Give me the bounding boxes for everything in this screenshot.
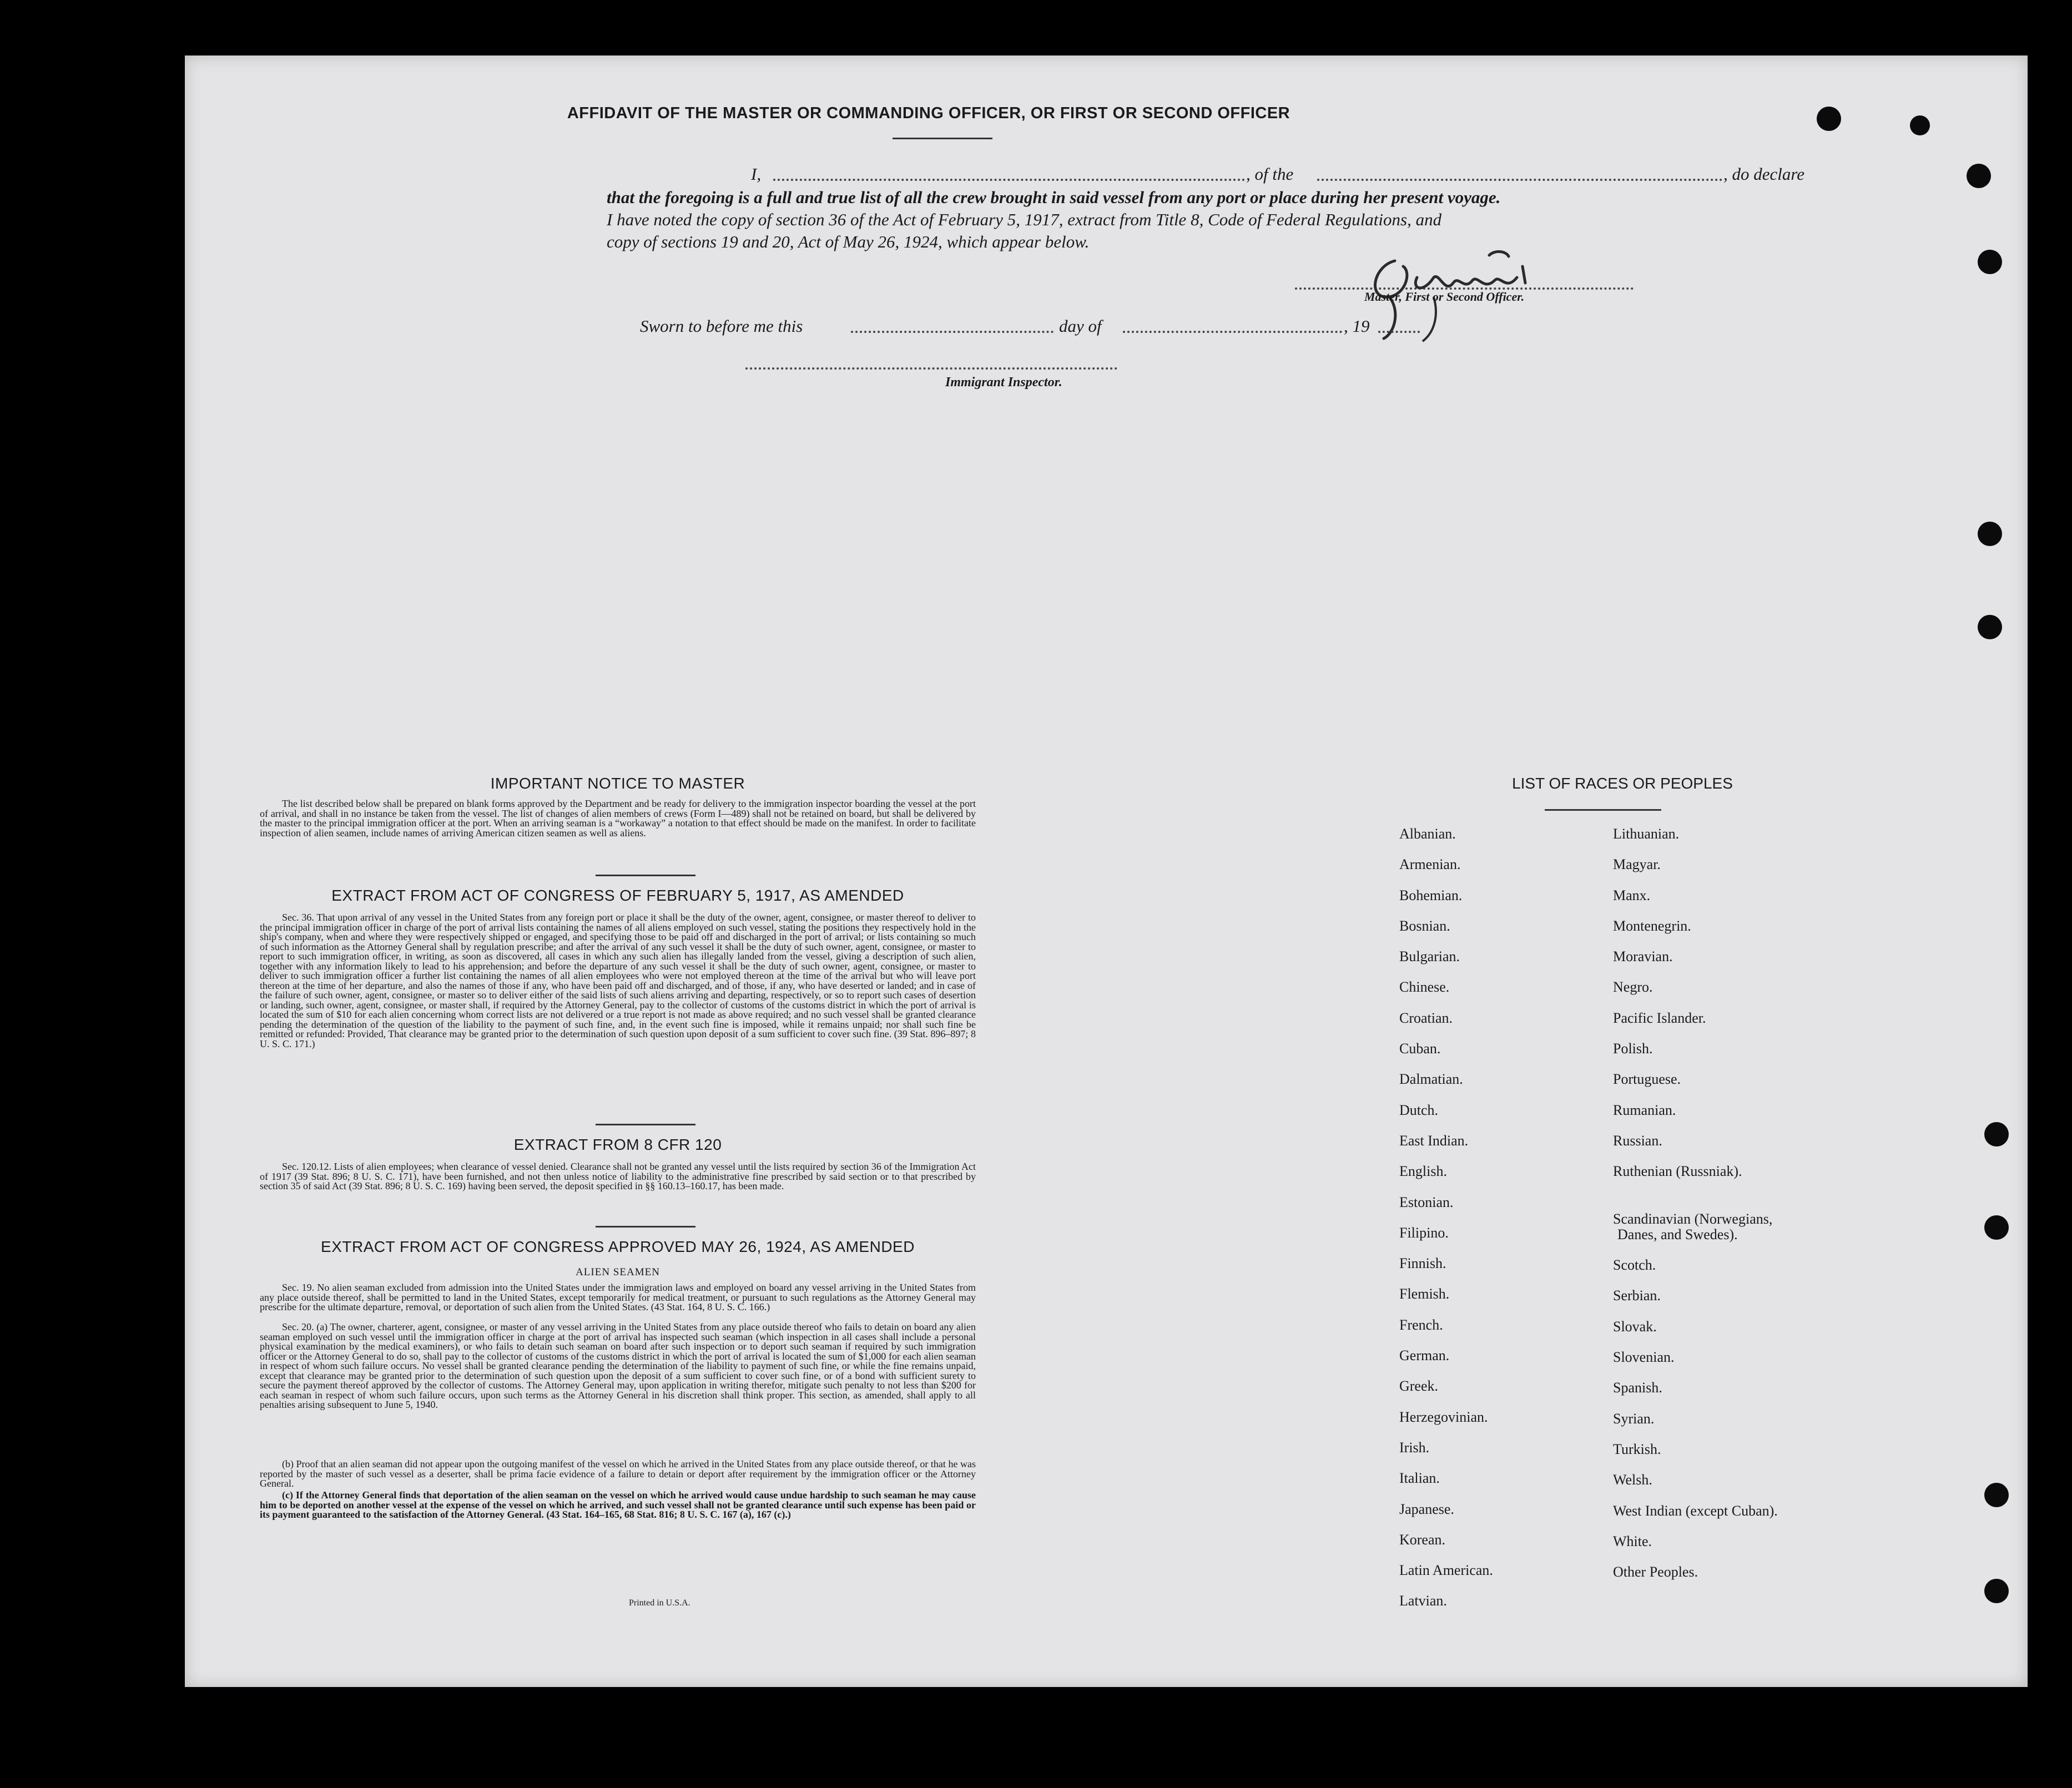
race-item: Bohemian.	[1399, 887, 1463, 903]
declaration-of-the: , of the	[1246, 164, 1294, 184]
punch-hole	[1984, 1483, 2009, 1507]
declaration-line-2: that the foregoing is a full and true list of all the crew brought in said vessel from any port or place during her present voyage.	[607, 188, 1501, 207]
extract-1917-rule	[596, 1124, 695, 1125]
declaration-line-4: copy of sections 19 and 20, Act of May 26, 1924, which appear below.	[607, 232, 1090, 251]
races-title: LIST OF RACES OR PEOPLES	[1512, 775, 1733, 792]
race-item: Danes, and Swedes).	[1617, 1226, 1738, 1242]
name-line[interactable]	[773, 179, 1245, 181]
signature-name	[1503, 264, 1521, 269]
race-item: Turkish.	[1613, 1441, 1661, 1457]
race-item: East Indian.	[1399, 1132, 1469, 1149]
inspector-caption: Immigrant Inspector.	[945, 375, 1062, 390]
race-item: Scotch.	[1613, 1257, 1656, 1274]
race-item: Bulgarian.	[1399, 948, 1460, 965]
race-item: Flemish.	[1399, 1286, 1450, 1302]
sworn-prefix: Sworn to before me this	[640, 316, 803, 336]
race-item: Chinese.	[1399, 979, 1450, 996]
sworn-year-label: , 19	[1344, 316, 1370, 336]
sworn-month-line[interactable]	[1123, 331, 1342, 333]
race-item: Slovak.	[1613, 1318, 1657, 1335]
race-item: Finnish.	[1399, 1255, 1446, 1272]
race-item: Spanish.	[1613, 1380, 1662, 1396]
extract-cfr-text: Sec. 120.12. Lists of alien employees; when clearance of vessel denied. Clearance shall not be granted any vessel until the lists required by section 36 of the Immigration Act of 1917 (39 Stat. 896; 8 U. S. C. 171), have been furnished, and not then unless notice of liability to the administrative fine prescribed by said section or to that prescribed by section 35 of said Act (39 Stat. 896; 8 U. S. C. 169) having been served, the deposit specified in §§ 160.13–160.17, has been made.	[260, 1161, 976, 1191]
race-item: French.	[1399, 1316, 1443, 1333]
races-column-2	[1613, 826, 1778, 1594]
race-item: Manx.	[1613, 887, 1651, 903]
punch-hole	[1984, 1215, 2009, 1240]
race-item: Pacific Islander.	[1613, 1009, 1706, 1026]
extract-cfr-rule	[596, 1226, 695, 1228]
affidavit-title: AFFIDAVIT OF THE MASTER OR COMMANDING OFFICER, OR FIRST OR SECOND OFFICER	[567, 104, 1290, 122]
sec-20a-text: Sec. 20. (a) The owner, charterer, agent, consignee, or master of any vessel arriving in the United States from any place outside thereof who fails to detain on board any alien seaman employed on such vessel until the immigration officer in charge at the port of arrival has inspected such seaman (which inspection in all cases shall include a personal physical examination by the medical examiners), or who fails to detain such seaman on board after such inspection or to deport such seaman if required by such immigration officer or the Attorney General to do so, shall pay to the collector of customs of the customs district in which the port of arrival is located the sum of $1,000 for each alien seaman in respect of whom such failure occurs. No vessel shall be granted clearance pending the determination of the liability to payment of such fine, or while the fine remains unpaid, except that clearance may be granted prior to the determination of such question upon the deposit of a sum sufficient to cover such fine, or of a bond with sufficient surety to secure the payment thereof approved by the collector of customs. The Attorney General may, upon application in writing therefor, mitigate such penalty to not less than $200 for each seaman in respect of whom such failure occurs, upon such terms as the Attorney General in his discretion shall think proper. This section, as amended, shall apply to all penalties arising subsequent to June 5, 1940.	[260, 1321, 976, 1410]
declaration-i: I,	[751, 164, 762, 184]
sec-20b-text: (b) Proof that an alien seaman did not appear upon the outgoing manifest of the vessel on which he arrived in the United States from any place outside thereof, or that he was reported by the master of such vessel as a deserter, shall be prima facie evidence of a failure to detain or deport after requirement by the immigration officer or the Attorney General.	[260, 1458, 976, 1489]
race-item: Magyar.	[1613, 856, 1661, 873]
extract-1917-text: Sec. 36. That upon arrival of any vessel in the United States from any foreign port or place it shall be the duty of the owner, agent, consignee, or master thereof to deliver to the principal immigration officer in charge of the port of arrival lists containing the names of all aliens employed on such vessel, stating the positions they respectively hold in the ship's company, when and where they were respectively shipped or engaged, and specifying those to be paid off and discharged in the port of arrival; or lists containing so much of such information as the Attorney General shall by regulation prescribe; and after the arrival of any such vessel it shall be the duty of such owner, agent, consignee, or master to report to such immigration officer, in writing, as soon as discovered, all cases in which any such alien has illegally landed from the vessel, giving a description of such alien, together with any information likely to lead to his apprehension; and before the departure of any such vessel it shall be the duty of such owner, agent, consignee, or master to deliver to such immigration officer a further list containing the names of all alien employees who were not employed thereon at the time of the arrival but who will leave port thereon at the time of her departure, and also the names of those if any, who have been paid off and discharged, and of those, if any, who have deserted or landed; and in case of the failure of such owner, agent, consignee, or master so to deliver either of the said lists of such aliens arriving and departing, respectively, or so to report such cases of desertion or landing, such owner, agent, consignee, or master shall, if required by the Attorney General, pay to the collector of customs of the customs district in which the port of arrival is located the sum of $10 for each alien concerning whom correct lists are not delivered or a true report is not made as above required; and no such vessel shall be granted clearance pending the determination of the question of the liability to the payment of such fine, and, in the event such fine is imposed, while it remains unpaid; nor shall such fine be remitted or refunded: Provided, That clearance may be granted prior to the determination of such question upon deposit of a sum sufficient to cover such fine. (39 Stat. 896–897; 8 U. S. C. 171.)	[260, 912, 976, 1049]
declaration-line-3: I have noted the copy of section 36 of the Act of February 5, 1917, extract from Title 8, Code of Federal Regulations, and	[607, 210, 1442, 229]
race-item: Filipino.	[1399, 1224, 1449, 1241]
declaration-do-declare: , do declare	[1723, 164, 1805, 184]
alien-seamen-subtitle: ALIEN SEAMEN	[576, 1266, 660, 1278]
race-item: Polish.	[1613, 1041, 1653, 1057]
race-item: Syrian.	[1613, 1410, 1655, 1427]
punch-hole	[1967, 164, 1991, 188]
race-item: West Indian (except Cuban).	[1613, 1502, 1778, 1519]
race-item: Bosnian.	[1399, 917, 1450, 934]
sworn-day-label: day of	[1059, 316, 1102, 336]
extract-cfr-title: EXTRACT FROM 8 CFR 120	[513, 1136, 722, 1153]
race-item: Russian.	[1613, 1132, 1662, 1149]
punch-hole	[1984, 1579, 2009, 1603]
race-item: Dutch.	[1399, 1102, 1439, 1118]
sec-19-text: Sec. 19. No alien seaman excluded from admission into the United States under the immigration laws and employed on board any vessel arriving in the United States from any place outside thereof, shall be permitted to land in the United States, except temporarily for medical treatment, or pursuant to such regulations as the Attorney General may prescribe for the ultimate departure, removal, or deportation of such alien from the United States. (43 Stat. 164, 8 U. S. C. 166.)	[260, 1282, 976, 1312]
race-item: Croatian.	[1399, 1009, 1453, 1026]
race-item: Other Peoples.	[1613, 1564, 1698, 1580]
race-item: Moravian.	[1613, 948, 1673, 965]
race-item: Negro.	[1613, 979, 1653, 996]
form-page	[185, 55, 2028, 1687]
race-item: Herzegovinian.	[1399, 1408, 1488, 1425]
race-item: Albanian.	[1399, 826, 1456, 842]
race-item: German.	[1399, 1347, 1450, 1364]
race-item: Latin American.	[1399, 1562, 1493, 1579]
notice-text: The list described below shall be prepared on blank forms approved by the Department and be ready for delivery to the immigration inspector boarding the vessel at the port of arrival, and shall in no instance be taken from the vessel. The list of changes of alien members of crews (Form I—489) shall not be retained on board, but shall be delivered by the master to the principal immigration officer at the port. When an arriving seaman is a “workaway” a notation to that effect should be made on the manifest. In order to facilitate inspection of alien seamen, include names of arriving American citizen seamen as well as aliens.	[260, 798, 976, 839]
notice-rule	[596, 875, 695, 876]
race-item: Latvian.	[1399, 1593, 1447, 1609]
race-item: Japanese.	[1399, 1501, 1454, 1517]
punch-hole	[1817, 107, 1841, 131]
race-item: Portuguese.	[1613, 1071, 1681, 1088]
notice-title: IMPORTANT NOTICE TO MASTER	[490, 775, 745, 792]
sec-20c-text: (c) If the Attorney General finds that deportation of the alien seaman on the vessel on which he arrived would cause undue hardship to such seaman he may cause him to be deported on another vessel at the expense of the vessel on which he arrived, and such vessel shall not be granted clearance until such expense has been paid or its payment guaranteed to the satisfaction of the Attorney General. (43 Stat. 164–165, 68 Stat. 816; 8 U. S. C. 167 (a), 167 (c).)	[260, 1489, 976, 1520]
punch-hole	[1978, 522, 2002, 546]
race-item: Montenegrin.	[1613, 917, 1691, 934]
extract-1924-title: EXTRACT FROM ACT OF CONGRESS APPROVED MAY 26, 1924, AS AMENDED	[321, 1238, 915, 1255]
races-column-1	[1399, 826, 1493, 1624]
race-item: Welsh.	[1613, 1472, 1652, 1488]
race-item: Ruthenian (Russniak).	[1613, 1163, 1742, 1180]
vessel-line[interactable]	[1317, 179, 1722, 181]
signature-caption: Master, First or Second Officer.	[1364, 290, 1525, 304]
races-rule	[1545, 809, 1661, 811]
extract-1917-title: EXTRACT FROM ACT OF CONGRESS OF FEBRUARY 5, 1917, AS AMENDED	[331, 887, 904, 904]
punch-hole	[1978, 250, 2002, 274]
punch-hole	[1910, 115, 1930, 135]
race-item: English.	[1399, 1163, 1447, 1180]
punch-hole	[1984, 1122, 2009, 1146]
race-item: Korean.	[1399, 1531, 1446, 1548]
race-item: Rumanian.	[1613, 1102, 1676, 1118]
race-item: Armenian.	[1399, 856, 1461, 873]
punch-hole	[1978, 615, 2002, 639]
race-item: Italian.	[1399, 1470, 1440, 1487]
race-item: Cuban.	[1399, 1041, 1441, 1057]
race-item: Greek.	[1399, 1378, 1439, 1395]
printed-in-usa: Printed in U.S.A.	[629, 1598, 690, 1608]
race-item: Dalmatian.	[1399, 1071, 1463, 1088]
sworn-day-line[interactable]	[851, 331, 1053, 333]
race-item: Irish.	[1399, 1439, 1430, 1456]
inspector-line[interactable]	[745, 367, 1117, 370]
race-item: Estonian.	[1399, 1194, 1454, 1210]
sworn-year-line[interactable]	[1378, 331, 1420, 333]
race-item: White.	[1613, 1533, 1652, 1549]
race-item: Lithuanian.	[1613, 826, 1680, 842]
race-item: Scandinavian (Norwegians,	[1613, 1210, 1773, 1227]
race-item: Serbian.	[1613, 1287, 1661, 1304]
title-rule	[893, 138, 992, 139]
race-item: Slovenian.	[1613, 1349, 1675, 1366]
